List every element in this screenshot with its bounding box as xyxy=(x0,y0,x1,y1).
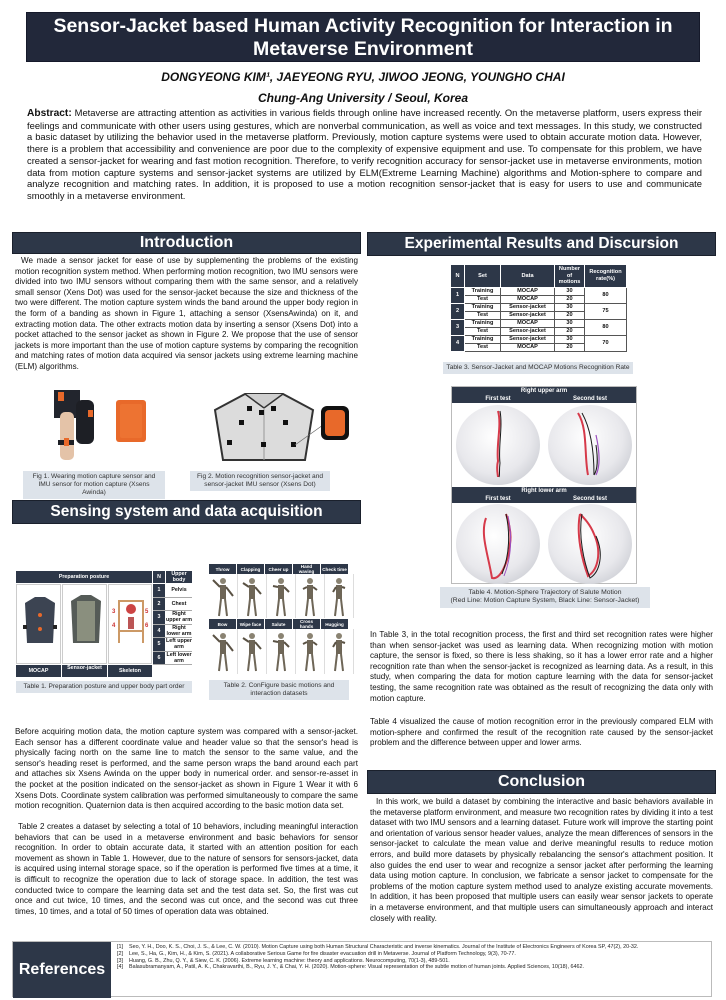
table-3-set-cell: Test xyxy=(465,343,501,351)
table-3-data-cell: MOCAP xyxy=(501,287,555,295)
figure-2-caption: Fig 2. Motion recognition sensor-jacket and sensor-jacket IMU sensor (Xsens Dot) xyxy=(190,471,330,491)
table-3-count-cell: 30 xyxy=(555,335,585,343)
table-3-header-cell: Data xyxy=(501,265,555,288)
introduction-text: We made a sensor jacket for ease of use by supplementing the problems of the existing motion recognition system method. When performing motion recognition, two IMU sensors were divided into two IMU sensors without comparing them with the same sensor, and a relatively small sensor (Xens Dot) was used for the sensor-jacket because the size and thickness of the two were different. The motion capture system winds the band around the upper body region in the form of a banding as shown in Figure 1, attaching a sensor (XsensAwinda) on it, and extracting motion data. The other extracts motion data by inserting a sensor (Xsens Dot) into a pocket attached to the sensor jacket as shown in Figure 2. We propose that the use of sensor jackets is more important than the use of motion capture systems by comparing the recognition and matching rates of motion data acquired via sensor jackets using extreme learning machine (ELM) algorithms. xyxy=(15,256,358,371)
sensing-heading: Sensing system and data acquisition xyxy=(50,503,323,520)
table-3-group-n: 4 xyxy=(451,335,465,351)
skeleton-diagram xyxy=(108,584,152,664)
table-2-motion-label: Check time xyxy=(321,564,349,574)
table-1-body-header: Upper body xyxy=(166,571,192,583)
references-section xyxy=(12,941,712,997)
table-4-caption-line-2: (Red Line: Motion Capture System, Black Line: Sensor-Jacket) xyxy=(450,597,640,605)
conclusion-text: In this work, we build a dataset by combining the interactive and basic behaviors available in the metaverse platform environment, and measure two recognition rates by dividing it into a test dataset with two IMU sensors and a learning dataset. Future work will improve the starting point and orientation of various sensor header values, analyze the mean differences of sensors in the sensor-jacket to calculate the mean value and derive meaningful results to reduce motion errors, and build more datasets by physically rebalancing the sensor's attachment position. It also guides the end user to wear and recognize a sensor jacket after performing the learning data using motion capture. In conclusion, we fabricate a sensor jacket to compensate for the problems of the motion capture system method used to analyze existing accurate movements. In addition, it has been proposed that multiple users can easily wear sensor jackets to operate in a metaverse environment, and that multiple users can simultaneously approach and interact closely with reality. xyxy=(370,797,713,923)
reference-item xyxy=(117,944,709,951)
table-3-header-cell: Set xyxy=(465,265,501,288)
sensing-text-1: Before acquiring motion data, the motion capture system was compared with a sensor-jacket. Each sensor has a different coordinate value and header value so that the sensor's head is physically facing north on the same line to match the sensor to the same value, and the sensor's heading reset is performed, and the same person wraps the band around each part and attaches six Xsens Awinda on the upper body in numerical order. and sensor-re-asset in the pocket at the position indicated on the sensor-jacket as shown in Figure 1 Wear it with 6 Xsens Dots. Coordinate system calibration was performed simultaneously to compare the same motion recognition. Quaternion data is then acquired according to the basic motion data set. xyxy=(15,727,358,811)
table-3-data-cell: MOCAP xyxy=(501,319,555,327)
table-1-n-header: N xyxy=(153,571,165,583)
figure-1-image xyxy=(40,390,160,465)
table-4-caption xyxy=(440,587,650,608)
motion-capture-arm-illustration xyxy=(40,390,160,465)
skeleton-pose-figure xyxy=(296,574,325,618)
table-2-motion-label: Clapping xyxy=(237,564,265,574)
sensor-jacket-photo xyxy=(62,584,107,664)
table-3-rate-cell: 70 xyxy=(585,335,627,351)
skeleton-pose-figure xyxy=(325,574,354,618)
table-3-header-cell: Number of motions xyxy=(555,265,585,288)
skeleton-pose-figure xyxy=(209,629,238,674)
table-3-data-cell: Sensor-jacket xyxy=(501,311,555,319)
table-2-caption: Table 2. ConFigure basic motions and interaction datasets xyxy=(209,680,349,700)
title-line-2: Metaverse Environment xyxy=(253,38,473,60)
table-2-motion-label: Hand waving xyxy=(293,564,321,574)
table-2-motion-label: Wipe face xyxy=(237,619,265,629)
table-3-data-cell: Sensor-jacket xyxy=(501,303,555,311)
table-1-row-part: Right upper arm xyxy=(166,611,192,624)
table-2-motion-label: Salute xyxy=(265,619,293,629)
table-3-header-cell: N xyxy=(451,265,465,288)
table-3-set-cell: Training xyxy=(465,287,501,295)
table-1-row-n: 6 xyxy=(153,652,165,665)
sensing-header xyxy=(12,500,361,524)
lower-first-test-label: First test xyxy=(452,495,544,503)
table-1-row-part: Left lower arm xyxy=(166,651,192,664)
table-3-set-cell: Training xyxy=(465,303,501,311)
reference-item xyxy=(117,958,709,965)
affiliation: Chung-Ang University / Seoul, Korea xyxy=(257,91,469,105)
table-3-row xyxy=(451,335,627,343)
reference-item xyxy=(117,951,709,958)
table-3-group-n: 2 xyxy=(451,303,465,319)
table-1-row xyxy=(153,638,192,652)
table-3-row xyxy=(451,303,627,311)
svg-text:3: 3 xyxy=(112,609,116,615)
table-2-motion-label: Hugging xyxy=(321,619,349,629)
lower-second-test-label: Second test xyxy=(544,495,636,503)
table-3-group-n: 1 xyxy=(451,287,465,303)
upper-first-test-label: First test xyxy=(452,395,544,403)
table-2-motion-label: Bow xyxy=(209,619,237,629)
table-1-row xyxy=(153,598,192,612)
table-2-figures-row-1 xyxy=(209,574,349,618)
table-1-posture-header: Preparation posture xyxy=(16,571,152,583)
table-3-set-cell: Test xyxy=(465,295,501,303)
table-1-row xyxy=(153,584,192,598)
table-4 xyxy=(451,386,637,584)
skeleton-pose-figure xyxy=(238,629,267,674)
table-3-count-cell: 30 xyxy=(555,287,585,295)
skeleton-pose-figure xyxy=(325,629,354,674)
table-3-rate-cell: 75 xyxy=(585,303,627,319)
table-1-label-skeleton: Skeleton xyxy=(108,665,152,677)
svg-text:6: 6 xyxy=(145,623,149,629)
table-1-row-n: 4 xyxy=(153,625,165,638)
abstract-text: Metaverse are attracting attention as activities in various fields through online have increased recently. On the metaverse platform, users express their feelings and communicate with other users using gestures, which are nonverbal communication, as well as voice and text messages. In this study, we constructed a basic dataset by utilizing the behavior used in the metaverse platform. Previously, motion capture systems were used to obtain accurate motion data. However, there is a problem that accessibility and convenience are poor due to the complexity of expensive equipment and use. To compensate for this problem, we have created a sensor-jacket for wearing and fast motion recognition. Therefore, to verify recognition accuracy for sensor-jacket use in metaverse environments, motion data from motion capture systems and sensor-jacket systems are utilized by ELM(Extreme Learning Machine) algorithms and Motion-sphere to compare and analyze recognition and matching rates. In addition, it is proposed to use a motion recognition sensor-jacket that is easy for users to use and communicate smoothly in a metaverse environment. xyxy=(27,107,702,201)
table-3-group-n: 3 xyxy=(451,319,465,335)
table-1-row-n: 2 xyxy=(153,598,165,611)
skeleton-pose-figure xyxy=(209,574,238,618)
table-1-rows xyxy=(153,584,192,665)
table-2-motion-label: Throw xyxy=(209,564,237,574)
table-1-row xyxy=(153,625,192,639)
table-1 xyxy=(16,571,192,677)
skeleton-pose-figure xyxy=(296,629,325,674)
table-3-count-cell: 30 xyxy=(555,319,585,327)
motion-sphere-upper-first xyxy=(456,405,540,485)
table-3-set-cell: Test xyxy=(465,327,501,335)
results-text-1: In Table 3, in the total recognition process, the first and third set recognition rates were higher than when sensor-jacket was used as learning data. When recognizing motion with motion capture, the sensor is fixed, so there is less shaking, so it has a lower error rate and a higher recognition rate than when the sensor-jacket is recognized as learning data. As a result, in this study, when comparing the data for motion capture learning with the data for sensor-jacket testing, the same recognition rate was obtained as the result of recognizing the data only with motion capture. xyxy=(370,630,713,703)
table-2-motion-label: Cross hands xyxy=(293,619,321,629)
table-1-row xyxy=(153,611,192,625)
table-2-motion-label: Cheer up xyxy=(265,564,293,574)
abstract xyxy=(27,107,702,202)
poster-title xyxy=(26,12,700,62)
table-1-label-sensor-jacket: Sensor-jacket xyxy=(62,665,107,677)
table-3-count-cell: 20 xyxy=(555,311,585,319)
reference-item xyxy=(117,964,709,971)
table-4-caption-line-1: Table 4. Motion-Sphere Trajectory of Salute Motion xyxy=(468,589,622,596)
table-3-count-cell: 30 xyxy=(555,303,585,311)
results-text-2: Table 4 visualized the cause of motion recognition error in the previously compared ELM with motion-sphere and confirmed the result of the recognition rate caused by the sensor-jacket problem and the difference between upper and lower arms. xyxy=(370,717,713,748)
svg-text:5: 5 xyxy=(145,609,149,615)
figure-2-image xyxy=(205,390,355,470)
table-2-figures-row-2 xyxy=(209,629,349,674)
reference-number: [3] xyxy=(117,957,123,964)
skeleton-pose-figure xyxy=(238,574,267,618)
motion-sphere-lower-first xyxy=(456,504,540,584)
authors: DONGYEONG KIM¹, JAEYEONG RYU, JIWOO JEONG, YOUNGHO CHAI xyxy=(161,70,565,84)
table-3-row xyxy=(451,287,627,295)
table-3-data-cell: Sensor-jacket xyxy=(501,335,555,343)
table-3-count-cell: 20 xyxy=(555,327,585,335)
sensing-text-2: Table 2 creates a dataset by selecting a total of 10 behaviors, including meaningful interaction behaviors that can be used in a metaverse environment and basic behaviors for sensor recognition. In order to obtain accurate data, it started with an attention position for each movement as shown in Table 1. However, due to the nature of sensors for sensors-jacket, data is acquired using internal storage space, so if the operation is performed five times at a time, it is difficult to recognize the operation due to lack of storage space. In addition, the test was conducted twice to compare the learning data set and the test data set. So, the first was cut once and cut twice, 10 times, and the second was cut once, and the second was cut three times, 10 times, and a total of 50 times of operation data was obtained. xyxy=(15,822,358,916)
table-3-row xyxy=(451,319,627,327)
table-1-row-n: 3 xyxy=(153,611,165,624)
reference-number: [2] xyxy=(117,950,123,957)
table-2 xyxy=(209,564,349,674)
table-1-row-part: Left upper arm xyxy=(166,638,192,651)
conclusion-heading: Conclusion xyxy=(497,773,586,790)
references-heading: References xyxy=(13,942,111,998)
introduction-heading: Introduction xyxy=(139,234,234,251)
table-3-set-cell: Test xyxy=(465,311,501,319)
figure-1-caption: Fig 1. Wearing motion capture sensor and IMU sensor for motion capture (Xsens Awinda) xyxy=(23,471,165,499)
reference-number: [4] xyxy=(117,964,123,971)
references-list xyxy=(117,944,709,971)
results-heading: Experimental Results and Discursion xyxy=(404,235,679,252)
table-3-count-cell: 20 xyxy=(555,343,585,351)
table-1-label-mocap: MOCAP xyxy=(16,665,61,677)
sensor-jacket-illustration xyxy=(205,390,355,470)
upper-second-test-label: Second test xyxy=(544,395,636,403)
svg-text:4: 4 xyxy=(112,623,116,629)
table-3-set-cell: Training xyxy=(465,319,501,327)
motion-sphere-lower-second xyxy=(548,504,632,584)
table-1-row-part: Chest xyxy=(166,598,192,611)
lower-arm-label: Right lower arm xyxy=(452,487,636,495)
upper-arm-label: Right upper arm xyxy=(452,387,636,395)
table-1-row-part: Pelvis xyxy=(166,584,192,597)
table-3-header-cell: Recognition rate(%) xyxy=(585,265,627,288)
table-3 xyxy=(450,264,627,352)
skeleton-pose-figure xyxy=(267,574,296,618)
reference-number: [1] xyxy=(117,944,123,950)
reference-text: Balasubramanyam, A., Patil, A. K., Chakravarthi, B., Ryu, J. Y., & Chai, Y. H. (2020). Motion-sphere: Visual representation of the subtle motion of human joints. Applied Sciences, 10(18), 6462. xyxy=(129,964,584,971)
conclusion-header xyxy=(367,770,716,794)
mocap-photo xyxy=(16,584,61,664)
table-3-data-cell: Sensor-jacket xyxy=(501,327,555,335)
table-1-caption: Table 1. Preparation posture and upper body part order xyxy=(16,681,192,693)
table-1-row xyxy=(153,652,192,666)
motion-sphere-upper-second xyxy=(548,405,632,485)
table-1-row-n: 1 xyxy=(153,584,165,597)
table-3-rate-cell: 80 xyxy=(585,287,627,303)
skeleton-pose-figure xyxy=(267,629,296,674)
table-3-data-cell: MOCAP xyxy=(501,343,555,351)
results-header xyxy=(367,232,716,256)
table-3-rate-cell: 80 xyxy=(585,319,627,335)
table-3-count-cell: 20 xyxy=(555,295,585,303)
table-2-header-row-2 xyxy=(209,619,349,629)
table-1-row-part: Right lower arm xyxy=(166,624,192,637)
table-3-data-cell: MOCAP xyxy=(501,295,555,303)
table-3-set-cell: Training xyxy=(465,335,501,343)
introduction-header xyxy=(12,232,361,254)
title-line-1: Sensor-Jacket based Human Activity Recognition for Interaction in xyxy=(53,15,673,37)
table-3-caption: Table 3. Sensor-Jacket and MOCAP Motions Recognition Rate xyxy=(443,362,633,374)
table-2-header-row-1 xyxy=(209,564,349,574)
reference-text: Huang, G. B., Zhu, Q. Y., & Siew, C. K. (2006). Extreme learning machine: theory and applications. Neurocomputing, 70(1-3), 489-501. xyxy=(129,957,450,964)
table-1-row-n: 5 xyxy=(153,638,165,651)
reference-text: Lee, S., Ha, G., Kim, H., & Kim, S. (2021). A collaborative Serious Game for fire disaster evacuation drill in Metaverse. Journal of Platform Technology, 9(3), 70-77. xyxy=(129,950,516,957)
abstract-label: Abstract: xyxy=(27,108,72,119)
reference-text: Seo, Y. H., Doo, K. S., Choi, J. S., & Lee, C. W. (2010). Motion Capture using both Human Structural Characteristic and inverse kinematics. Journal of the Institute of Electronics Engineers of Korea SP, 47(2), 20-32. xyxy=(129,944,639,950)
